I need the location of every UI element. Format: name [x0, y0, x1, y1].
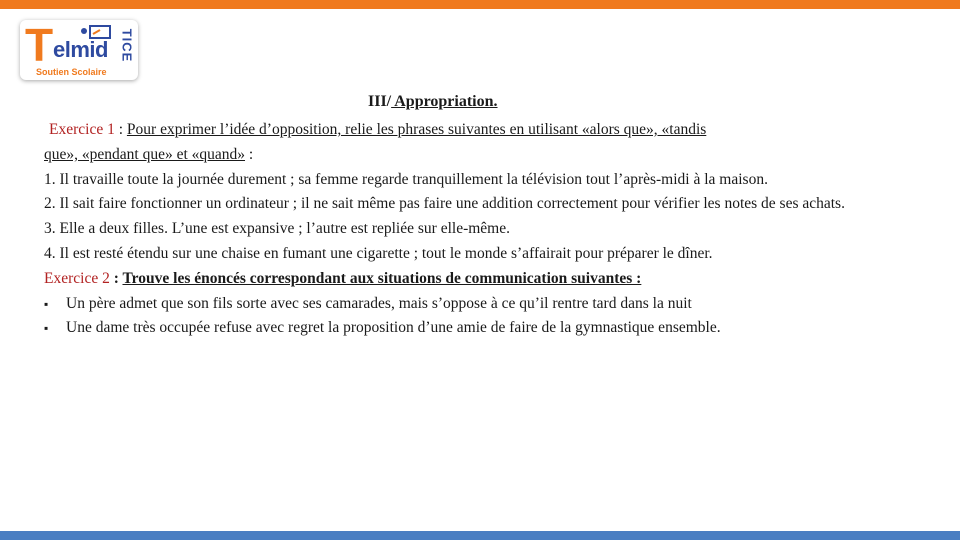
exercise-content: [44, 118, 874, 341]
logo-initial: T: [25, 20, 54, 71]
bullet-icon: ▪: [44, 296, 49, 311]
logo-tice: TICE: [119, 28, 135, 63]
exercise2-instruction: Exercice 2 : Trouve les énoncés correspondant aux situations de communication suivantes :: [44, 269, 642, 287]
title-main: Appropriation.: [391, 93, 498, 110]
exercise1-item: 3. Elle a deux filles. L’une est expansive ; l’autre est repliée sur elle-même.: [44, 220, 510, 238]
bullet-icon: ▪: [44, 321, 49, 336]
exercise1-item: 1. Il travaille toute la journée durement ; sa femme regarde tranquillement la télévision tout l’après-midi à la maison.: [44, 170, 768, 188]
title-prefix: III/: [368, 93, 392, 110]
exercise1-instruction-line1: Pour exprimer l’idée d’opposition, relie les phrases suivantes en utilisant «alors que», «tandis: [126, 121, 707, 138]
logo-subtitle: Soutien Scolaire: [36, 67, 107, 77]
bottom-accent-bar: [0, 531, 960, 540]
exercise2-item: ▪ Un père admet que son fils sorte avec ses camarades, mais s’oppose à ce qu’il rentre tard dans la nuit: [44, 292, 874, 317]
exercise1-item: 4. Il est resté étendu sur une chaise en fumant une cigarette ; tout le monde s’affairait pour préparer le dîner.: [44, 244, 713, 262]
page-title: [368, 93, 498, 111]
telmid-logo: [20, 20, 138, 80]
exercise1-instruction: Exercice 1 : Pour exprimer l’idée d’opposition, relie les phrases suivantes en utilisant «alors que», «tandis que», «pendant que» et «quand» :: [44, 121, 707, 163]
top-accent-bar: [0, 0, 960, 9]
exercise2-instruction-text: Trouve les énoncés correspondant aux situations de communication suivantes :: [122, 269, 642, 287]
exercise2-label: Exercice 2: [44, 269, 110, 287]
exercise1-label: Exercice 1: [49, 121, 115, 138]
exercise1-item: 2. Il sait faire fonctionner un ordinateur ; il ne sait même pas faire une addition correctement pour vérifier les notes de ses achats.: [44, 195, 845, 213]
logo-word: elmid: [53, 37, 108, 62]
exercise1-instruction-line2: que», «pendant que» et «quand»: [44, 145, 246, 163]
exercise2-item: ▪ Une dame très occupée refuse avec regret la proposition d’une amie de faire de la gymnastique ensemble.: [44, 316, 874, 341]
